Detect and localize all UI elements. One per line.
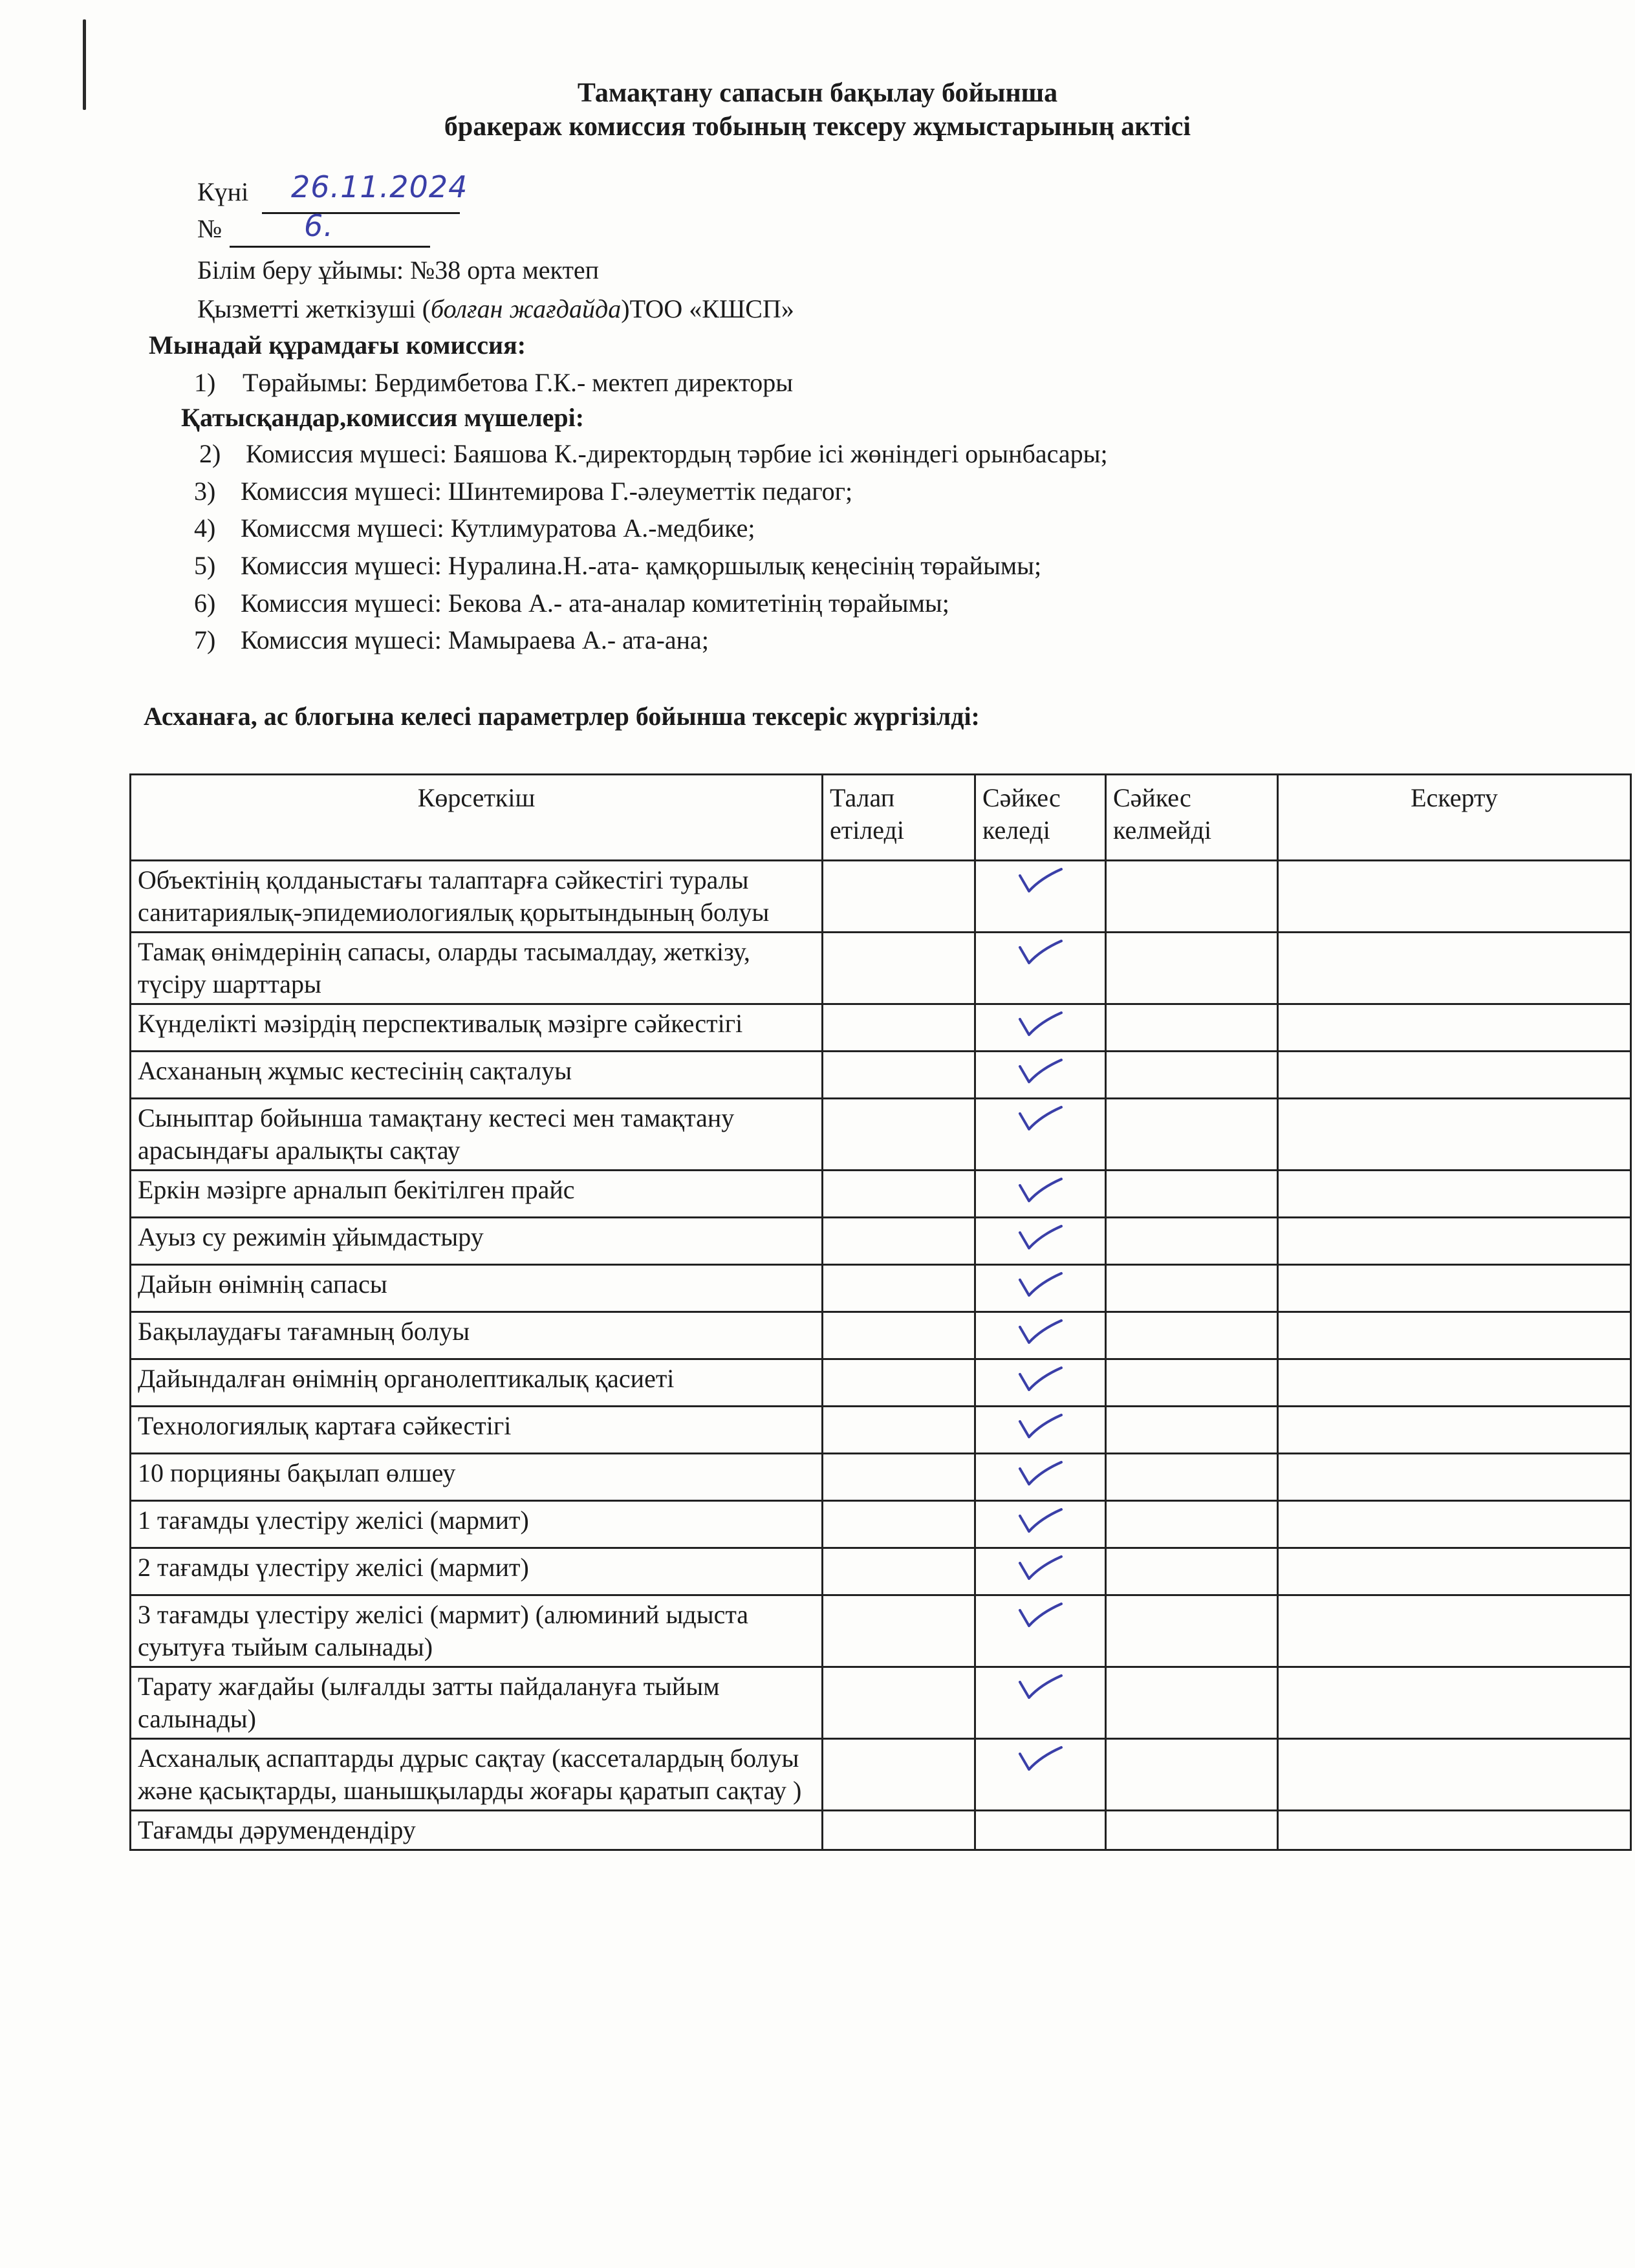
noncompliant-cell [1106, 1454, 1278, 1501]
column-header-note: Ескерту [1278, 775, 1631, 861]
noncompliant-cell [1106, 1595, 1278, 1667]
required-cell [823, 1099, 975, 1171]
chair-number: 1) [194, 368, 216, 397]
table-row [131, 1667, 1631, 1739]
date-value: 26.11.2024 [291, 169, 468, 204]
compliant-cell [975, 1739, 1106, 1811]
column-header-indicator: Көрсеткіш [131, 775, 823, 861]
noncompliant-cell [1106, 1171, 1278, 1218]
checkmark-icon [1015, 1268, 1067, 1301]
supplier-value: )ТОО «КШСП» [621, 294, 794, 323]
indicator-cell: Дайындалған өнімнің органолептикалық қасиеті [131, 1359, 823, 1407]
compliant-cell [975, 1052, 1106, 1099]
note-cell [1278, 1171, 1631, 1218]
noncompliant-cell [1106, 1548, 1278, 1595]
compliant-cell [975, 1265, 1106, 1312]
compliant-cell [975, 1359, 1106, 1407]
note-cell [1278, 1312, 1631, 1359]
required-cell [823, 1667, 975, 1739]
column-header-required: Талап етіледі [823, 775, 975, 861]
table-header-row [131, 775, 1631, 861]
table-row [131, 1739, 1631, 1811]
member-number: 7) [194, 625, 216, 654]
note-cell [1278, 1052, 1631, 1099]
noncompliant-cell [1106, 1004, 1278, 1052]
table-row [131, 933, 1631, 1004]
member-item: Комиссия мүшесі: Баяшова К.-директордың тәрбие ісі жөніндегі орынбасары; [246, 439, 1108, 468]
required-cell [823, 1407, 975, 1454]
compliant-cell [975, 1811, 1106, 1850]
table-row [131, 1265, 1631, 1312]
checkmark-icon [1015, 1457, 1067, 1489]
checkmark-icon [1015, 1102, 1067, 1134]
checkmark-icon [1015, 1410, 1067, 1442]
checkmark-icon [1015, 1504, 1067, 1537]
member-number: 4) [194, 513, 216, 543]
note-cell [1278, 1359, 1631, 1407]
checkmark-icon [1015, 1670, 1067, 1703]
commission-heading: Мынадай құрамдағы комиссия: [149, 330, 526, 360]
member-item: Комиссмя мүшесі: Кутлимуратова А.-медбике; [241, 513, 755, 543]
noncompliant-cell [1106, 1407, 1278, 1454]
required-cell [823, 1548, 975, 1595]
note-cell [1278, 933, 1631, 1004]
note-cell [1278, 1595, 1631, 1667]
table-row [131, 1218, 1631, 1265]
table-row [131, 1548, 1631, 1595]
note-cell [1278, 1407, 1631, 1454]
compliant-cell [975, 1099, 1106, 1171]
document-title-line1: Тамақтану сапасын бақылау бойынша [577, 78, 1058, 108]
noncompliant-cell [1106, 1501, 1278, 1548]
note-cell [1278, 1454, 1631, 1501]
indicator-cell: Дайын өнімнің сапасы [131, 1265, 823, 1312]
required-cell [823, 1218, 975, 1265]
supplier-note: болған жағдайда [431, 294, 622, 323]
note-cell [1278, 1004, 1631, 1052]
table-row [131, 1811, 1631, 1850]
date-underline [262, 212, 460, 214]
member-number: 5) [194, 551, 216, 580]
noncompliant-cell [1106, 1312, 1278, 1359]
note-cell [1278, 1548, 1631, 1595]
noncompliant-cell [1106, 1667, 1278, 1739]
column-header-noncompliant: Сәйкес келмейді [1106, 775, 1278, 861]
table-row [131, 861, 1631, 933]
indicator-cell: Еркін мәзірге арналып бекітілген прайс [131, 1171, 823, 1218]
indicator-cell: Асхананың жұмыс кестесінің сақталуы [131, 1052, 823, 1099]
checkmark-icon [1015, 1008, 1067, 1040]
table-row [131, 1099, 1631, 1171]
note-cell [1278, 1501, 1631, 1548]
indicator-cell: Технологиялық картаға сәйкестігі [131, 1407, 823, 1454]
noncompliant-cell [1106, 1052, 1278, 1099]
note-cell [1278, 1667, 1631, 1739]
checkmark-icon [1015, 1742, 1067, 1775]
compliant-cell [975, 1004, 1106, 1052]
members-heading: Қатысқандар,комиссия мүшелері: [181, 403, 585, 432]
member-item: Комиссия мүшесі: Шинтемирова Г.-әлеуметтік педагог; [241, 477, 853, 506]
checkmark-icon [1015, 1221, 1067, 1253]
noncompliant-cell [1106, 933, 1278, 1004]
member-item: Комиссия мүшесі: Нуралина.Н.-ата- қамқоршылық кеңесінің төрайымы; [241, 551, 1042, 580]
table-row [131, 1595, 1631, 1667]
compliant-cell [975, 1407, 1106, 1454]
compliant-cell [975, 1548, 1106, 1595]
number-label: № [197, 214, 222, 243]
number-underline [230, 246, 430, 248]
organization-line [197, 255, 599, 285]
compliant-cell [975, 1501, 1106, 1548]
indicator-cell: Тарату жағдайы (ылғалды затты пайдалануға тыйым салынады) [131, 1667, 823, 1739]
indicator-cell: Тағамды дәрумендендіру [131, 1811, 823, 1850]
note-cell [1278, 1739, 1631, 1811]
noncompliant-cell [1106, 1359, 1278, 1407]
supplier-label: Қызметті жеткізуші ( [197, 294, 431, 323]
checkmark-icon [1015, 1315, 1067, 1348]
document-title-line2: бракераж комиссия тобының тексеру жұмыстарының актісі [444, 112, 1191, 142]
commission-chair: Төрайымы: Бердимбетова Г.К.- мектеп директоры [243, 368, 794, 397]
date-label: Күні [197, 177, 249, 206]
required-cell [823, 1312, 975, 1359]
checkmark-icon [1015, 1363, 1067, 1395]
inspection-table [129, 773, 1632, 1851]
checkmark-icon [1015, 1599, 1067, 1631]
member-item: Комиссия мүшесі: Мамыраева А.- ата-ана; [241, 625, 709, 654]
noncompliant-cell [1106, 861, 1278, 933]
indicator-cell: Күнделікті мәзірдің перспективалық мәзірге сәйкестігі [131, 1004, 823, 1052]
required-cell [823, 861, 975, 933]
member-number: 2) [199, 439, 221, 468]
note-cell [1278, 1218, 1631, 1265]
indicator-cell: Асханалық аспаптарды дұрыс сақтау (кассеталардың болуы және қасықтарды, шанышқыларды жоғары қаратып сақтау ) [131, 1739, 823, 1811]
indicator-cell: 3 тағамды үлестіру желісі (мармит) (алюминий ыдыста суытуға тыйым салынады) [131, 1595, 823, 1667]
compliant-cell [975, 1667, 1106, 1739]
indicator-cell: 2 тағамды үлестіру желісі (мармит) [131, 1548, 823, 1595]
table-row [131, 1407, 1631, 1454]
note-cell [1278, 861, 1631, 933]
member-item: Комиссия мүшесі: Бекова А.- ата-аналар комитетінің төрайымы; [241, 589, 949, 618]
noncompliant-cell [1106, 1218, 1278, 1265]
indicator-cell: Тамақ өнімдерінің сапасы, оларды тасымалдау, жеткізу, түсіру шарттары [131, 933, 823, 1004]
supplier-line [197, 294, 794, 324]
noncompliant-cell [1106, 1265, 1278, 1312]
required-cell [823, 1811, 975, 1850]
noncompliant-cell [1106, 1739, 1278, 1811]
required-cell [823, 1265, 975, 1312]
noncompliant-cell [1106, 1099, 1278, 1171]
checkmark-icon [1015, 1551, 1067, 1584]
member-number: 3) [194, 477, 216, 506]
table-row [131, 1171, 1631, 1218]
checkmark-icon [1015, 1055, 1067, 1087]
inspection-heading: Асханаға, ас блогына келесі параметрлер бойынша тексеріс жүргізілді: [144, 702, 980, 731]
indicator-cell: Бақылаудағы тағамның болуы [131, 1312, 823, 1359]
compliant-cell [975, 1454, 1106, 1501]
table-row [131, 1312, 1631, 1359]
required-cell [823, 1004, 975, 1052]
checkmark-icon [1015, 1174, 1067, 1206]
table-row [131, 1359, 1631, 1407]
required-cell [823, 1501, 975, 1548]
required-cell [823, 1052, 975, 1099]
table-row [131, 1454, 1631, 1501]
indicator-cell: Объектінің қолданыстағы талаптарға сәйкестігі туралы санитариялық-эпидемиологиялық қорытындының болуы [131, 861, 823, 933]
member-number: 6) [194, 589, 216, 618]
table-row [131, 1004, 1631, 1052]
number-value: 6. [304, 208, 334, 243]
required-cell [823, 1454, 975, 1501]
note-cell [1278, 1265, 1631, 1312]
indicator-cell: 10 порцияны бақылап өлшеу [131, 1454, 823, 1501]
compliant-cell [975, 1218, 1106, 1265]
indicator-cell: 1 тағамды үлестіру желісі (мармит) [131, 1501, 823, 1548]
table-row [131, 1052, 1631, 1099]
compliant-cell [975, 861, 1106, 933]
indicator-cell: Ауыз су режимін ұйымдастыру [131, 1218, 823, 1265]
column-header-compliant: Сәйкес келеді [975, 775, 1106, 861]
note-cell [1278, 1099, 1631, 1171]
required-cell [823, 1595, 975, 1667]
required-cell [823, 1739, 975, 1811]
checkmark-icon [1015, 864, 1067, 896]
compliant-cell [975, 1312, 1106, 1359]
compliant-cell [975, 1171, 1106, 1218]
indicator-cell: Сыныптар бойынша тамақтану кестесі мен тамақтану арасындағы аралықты сақтау [131, 1099, 823, 1171]
organization-value: №38 орта мектеп [410, 255, 600, 285]
compliant-cell [975, 933, 1106, 1004]
required-cell [823, 1171, 975, 1218]
checkmark-icon [1015, 936, 1067, 968]
table-row [131, 1501, 1631, 1548]
note-cell [1278, 1811, 1631, 1850]
required-cell [823, 933, 975, 1004]
required-cell [823, 1359, 975, 1407]
noncompliant-cell [1106, 1811, 1278, 1850]
compliant-cell [975, 1595, 1106, 1667]
organization-label: Білім беру ұйымы: [197, 255, 404, 285]
